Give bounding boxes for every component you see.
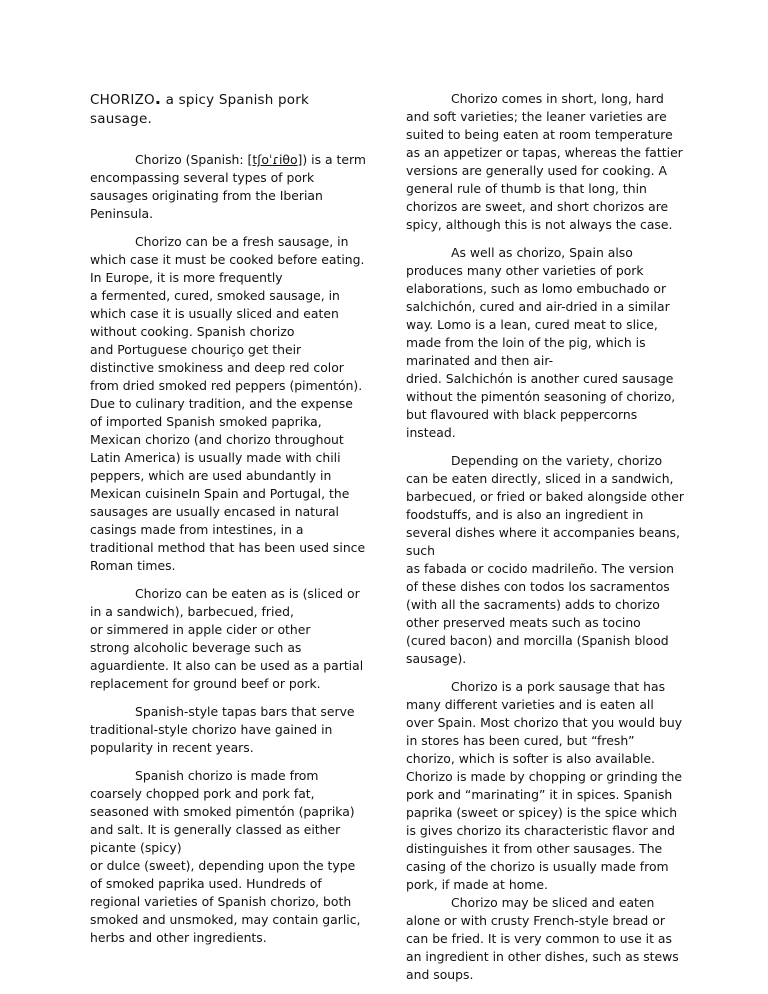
left-paragraph-2: [90, 233, 368, 575]
heading-dot: .: [154, 89, 162, 108]
right-p3-line-2: as fabada or cocido madrileño. The version of these dishes con todos los sacramentos (with all the sacraments) adds to chorizo other preserved meats such as tocino (cured bacon) and morcilla (Spanish blood sausage).: [406, 561, 675, 666]
article-heading: [90, 89, 370, 129]
right-paragraph-4: Chorizo is a pork sausage that has many different varieties and is eaten all over Spain. Most chorizo that you would buy in stores has been cured, but “fresh” chorizo, which is softer is also available. Chorizo is made by chopping or grinding the pork and “marinating” it in spices. Spanish paprika (sweet or spicey) is the spice which is gives chorizo its characteristic flavor and distinguishes it from other sausages. The casing of the chorizo is usually made from pork, if made at home.: [406, 679, 683, 892]
left-p5-line-2: or dulce (sweet), depending upon the type of smoked paprika used. Hundreds of regional varieties of Spanish chorizo, both smoked and unsmoked, may contain garlic, herbs and other ingredients.: [90, 858, 361, 945]
heading-definition: a spicy Spanish pork sausage.: [90, 92, 310, 127]
left-p1-text-end: ) is a term encompassing several types of pork sausages originating from the Iberian Peninsula.: [90, 152, 366, 221]
right-p2-line-1: As well as chorizo, Spain also produces many other varieties of pork elaborations, such as lomo embuchado or salchichón, cured and air-dried in a similar way. Lomo is a lean, cured meat to slice, made from the loin of the pig, which is marinated and then air-: [406, 245, 670, 368]
left-p5-line-1: Spanish chorizo is made from coarsely chopped pork and pork fat, seasoned with smoked pimentón (paprika) and salt. It is generally classed as either picante (spicy): [90, 768, 355, 855]
right-column: [406, 90, 684, 984]
left-column: [90, 151, 368, 947]
right-paragraph-3: [406, 452, 684, 668]
left-p3-line-1: Chorizo can be eaten as is (sliced or in a sandwich), barbecued, fried,: [90, 586, 360, 619]
left-p3-line-3: strong alcoholic beverage such as aguardiente. It also can be used as a partial replacement for ground beef or pork.: [90, 640, 364, 691]
left-p2-line-3: and Portuguese chouriço get their distinctive smokiness and deep red color from dried smoked red peppers (pimentón). Due to culinary tradition, and the expense of imported Spanish smoked paprika, Mexican chorizo (and chorizo throughout Latin America) is usually made with chili peppers, which are used abundantly in Mexican cuisineIn Spain and Portugal, the sausages are usually encased in natural casings made from intestines, in a traditional method that has been used since Roman times.: [90, 342, 366, 573]
left-p1-text-start: Chorizo (Spanish:: [135, 152, 248, 167]
left-p2-line-2: a fermented, cured, smoked sausage, in which case it is usually sliced and eaten without cooking. Spanish chorizo: [90, 288, 340, 339]
ipa-pronunciation: [tʃoˈɾiθo]: [247, 152, 303, 167]
left-paragraph-5: [90, 767, 368, 947]
right-paragraph-1: Chorizo comes in short, long, hard and soft varieties; the leaner varieties are suited to being eaten at room temperature as an appetizer or tapas, whereas the fattier versions are generally used for cooking. A general rule of thumb is that long, thin chorizos are sweet, and short chorizos are spicy, although this is not always the case.: [406, 91, 683, 232]
heading-term: CHORIZO: [90, 92, 155, 108]
right-paragraph-2: [406, 244, 684, 442]
left-paragraph-4: Spanish-style tapas bars that serve traditional-style chorizo have gained in popularity in recent years.: [90, 704, 355, 755]
left-paragraph-3: [90, 585, 368, 693]
left-paragraph-1: [90, 151, 368, 223]
right-p3-line-1: Depending on the variety, chorizo can be eaten directly, sliced in a sandwich, barbecued, or fried or baked alongside other foodstuffs, and is also an ingredient in several dishes where it accompanies beans, such: [406, 453, 684, 558]
right-p2-line-2: dried. Salchichón is another cured sausage without the pimentón seasoning of chorizo, but flavoured with black peppercorns instead.: [406, 371, 676, 440]
left-p2-line-1: Chorizo can be a fresh sausage, in which case it must be cooked before eating. In Europe, it is more frequently: [90, 234, 365, 285]
left-p3-line-2: or simmered in apple cider or other: [90, 622, 311, 637]
right-paragraph-5: Chorizo may be sliced and eaten alone or with crusty French-style bread or can be fried. It is very common to use it as an ingredient in other dishes, such as stews and soups.: [406, 895, 679, 982]
